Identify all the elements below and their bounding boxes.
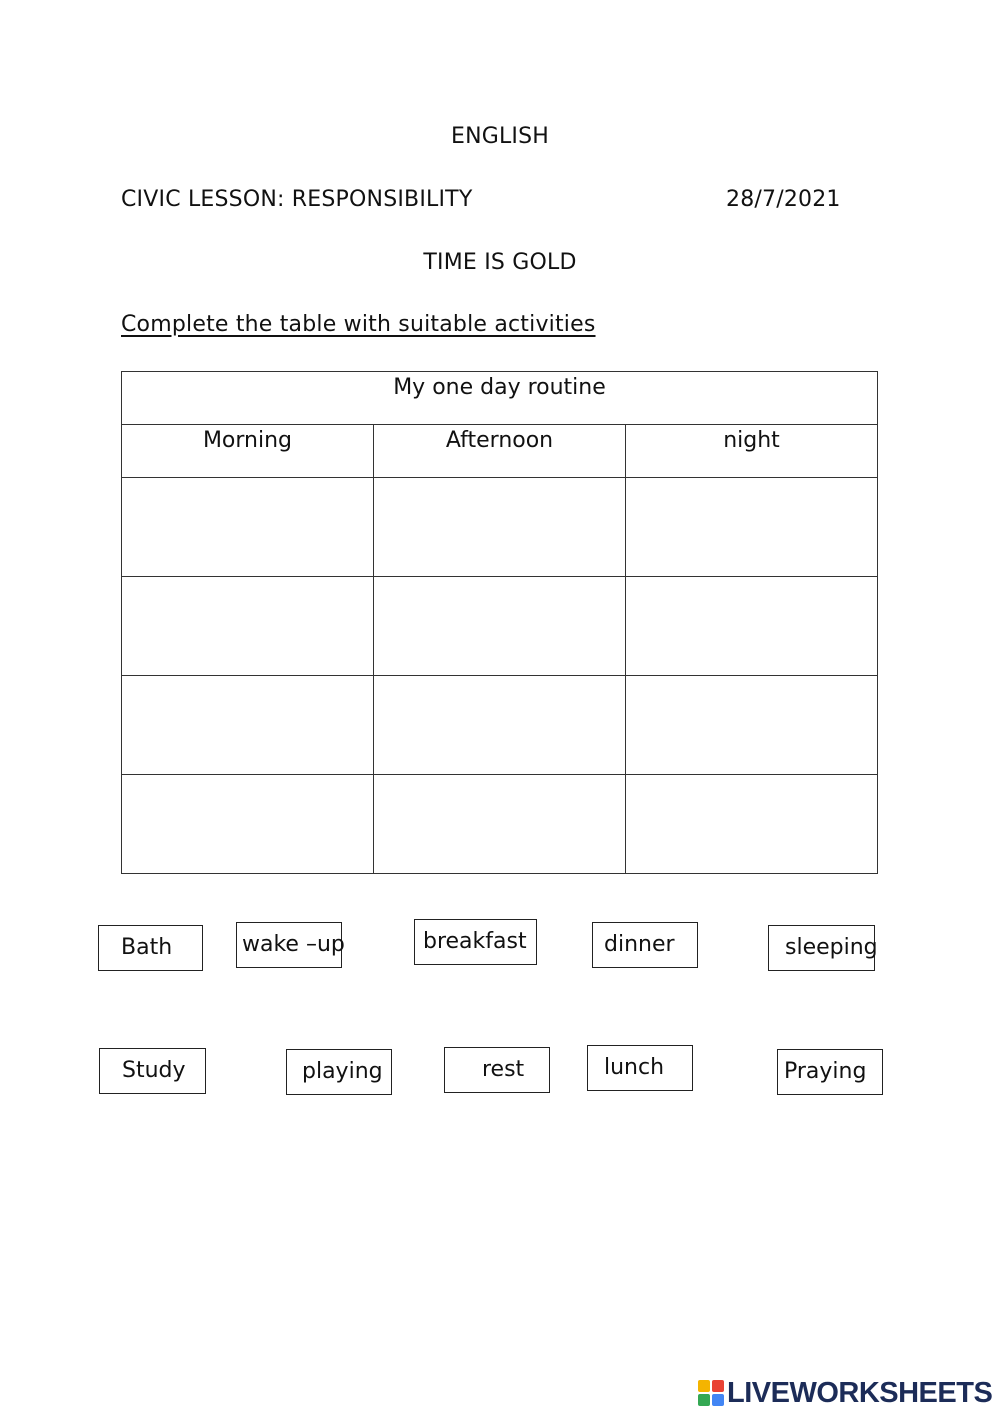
logo-square (698, 1380, 710, 1392)
table-caption: My one day routine (122, 372, 878, 425)
answer-cell[interactable] (374, 775, 626, 874)
logo-square (698, 1394, 710, 1406)
lesson-date: 28/7/2021 (726, 187, 841, 212)
lesson-title: CIVIC LESSON: RESPONSIBILITY (121, 187, 473, 212)
answer-cell[interactable] (122, 775, 374, 874)
answer-cell[interactable] (626, 676, 878, 775)
table-row (122, 478, 878, 577)
answer-cell[interactable] (374, 676, 626, 775)
brand-name: LIVEWORKSHEETS (727, 1376, 993, 1409)
liveworksheets-logo-icon (698, 1380, 724, 1406)
answer-cell[interactable] (122, 478, 374, 577)
answer-cell[interactable] (626, 478, 878, 577)
table-row (122, 775, 878, 874)
word-card-bath[interactable]: Bath (98, 925, 203, 971)
word-card-study[interactable]: Study (99, 1048, 206, 1094)
theme-title: TIME IS GOLD (423, 250, 577, 275)
routine-table (121, 371, 878, 874)
word-card-wake-up[interactable]: wake –up (236, 922, 342, 968)
word-card-praying[interactable]: Praying (777, 1049, 883, 1095)
column-header-morning: Morning (122, 425, 374, 478)
liveworksheets-logo (698, 1378, 992, 1408)
logo-square (712, 1380, 724, 1392)
answer-cell[interactable] (626, 775, 878, 874)
word-card-playing[interactable]: playing (286, 1049, 392, 1095)
table-row (122, 577, 878, 676)
answer-cell[interactable] (374, 577, 626, 676)
subject-heading: ENGLISH (450, 124, 550, 149)
word-card-breakfast[interactable]: breakfast (414, 919, 537, 965)
word-card-sleeping[interactable]: sleeping (768, 925, 875, 971)
answer-cell[interactable] (122, 577, 374, 676)
logo-square (712, 1394, 724, 1406)
table-row (122, 676, 878, 775)
answer-cell[interactable] (626, 577, 878, 676)
answer-cell[interactable] (122, 676, 374, 775)
word-card-lunch[interactable]: lunch (587, 1045, 693, 1091)
word-card-rest[interactable]: rest (444, 1047, 550, 1093)
column-header-night: night (626, 425, 878, 478)
column-header-afternoon: Afternoon (374, 425, 626, 478)
instruction-text: Complete the table with suitable activities (121, 312, 596, 337)
answer-cell[interactable] (374, 478, 626, 577)
word-card-dinner[interactable]: dinner (592, 922, 698, 968)
